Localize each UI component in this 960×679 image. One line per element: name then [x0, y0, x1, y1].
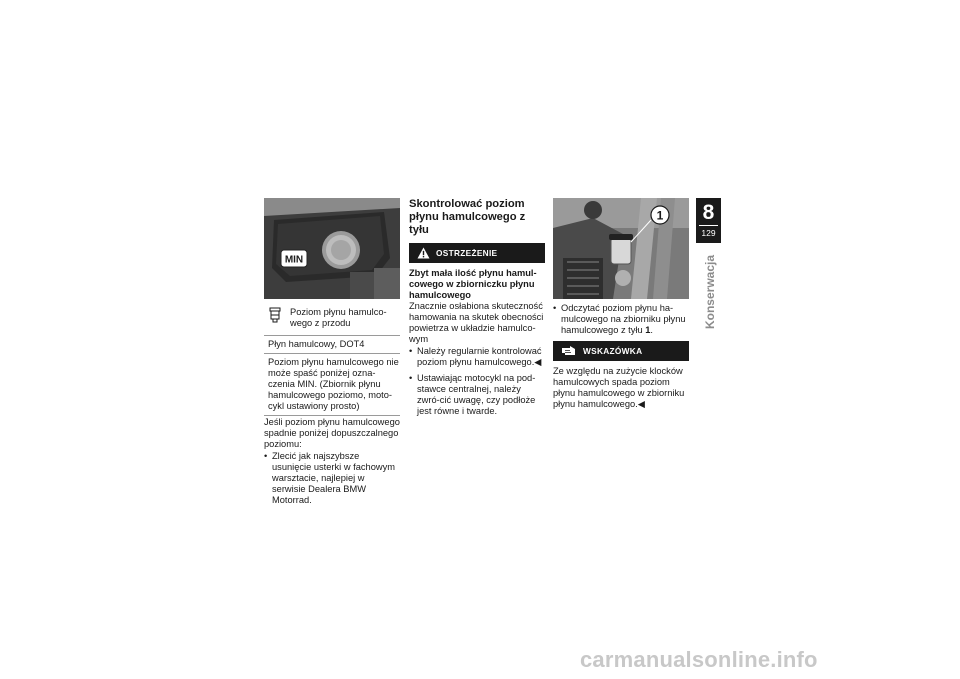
rear-reservoir-photo: [553, 198, 689, 299]
spec-fluid-type: Płyn hamulcowy, DOT4: [264, 336, 400, 354]
chapter-tab: [696, 198, 721, 243]
min-label: MIN: [284, 254, 304, 266]
chapter-number: 8: [702, 201, 715, 224]
hint-label: WSKAZÓWKA: [583, 346, 643, 356]
page-number: 129: [701, 228, 716, 238]
warning-banner: [409, 243, 545, 263]
left-column: [264, 198, 400, 511]
middle-bullet-list: [409, 346, 545, 417]
left-bullet-list: [264, 451, 400, 506]
hint-banner: [553, 341, 689, 361]
rear-reservoir-image: [553, 198, 689, 299]
front-reservoir-image: [264, 198, 400, 299]
right-bullet-list: [553, 303, 689, 336]
left-body-text: Jeśli poziom płynu hamulcowego spadnie poniżej dopuszczalnego poziomu:: [264, 417, 400, 449]
right-bullet-end: .: [650, 325, 653, 335]
hint-body: Ze względu na zużycie klocków hamulcowych spada poziom płynu hamulcowego w zbiorniku płynu hamulcowego.◀: [553, 366, 685, 409]
callout-number: 1: [656, 208, 664, 223]
watermark: carmanualsonline.info: [580, 647, 818, 672]
warning-label: OSTRZEŻENIE: [436, 248, 498, 258]
right-bullet-text: Odczytać poziom płynu ha-mulcowego na zbiorniku płynu hamulcowego z tyłu: [561, 303, 686, 335]
chapter-label: [703, 252, 717, 332]
section-heading: Skontrolować poziom płynu hamulcowego z tyłu: [409, 198, 526, 236]
brake-fluid-icon: [268, 307, 286, 329]
spec-title: Poziom płynu hamulco-wego z przodu: [290, 307, 387, 328]
left-bullet-item: • Zlecić jak najszybsze usunięcie usterki w fachowym warsztacie, najlepiej w serwisie Dealera BMW Motorrad.: [264, 451, 400, 506]
spec-box: [264, 299, 400, 416]
warning-title: Zbyt mała ilość płynu hamul-cowego w zbiorniczku płynu hamulcowego: [409, 268, 537, 300]
chapter-label-text: Konserwacja: [703, 254, 717, 330]
right-bullet-ref: 1: [645, 325, 651, 335]
middle-bullet-item: • Ustawiając motocykl na pod-stawce centralnej, należy zwró-cić uwagę, czy podłoże jest równe i twarde.: [409, 373, 545, 417]
chapter-divider: [699, 225, 718, 226]
spec-level-note: Poziom płynu hamulcowego nie może spaść poniżej ozna-czenia MIN. (Zbiornik płynu hamulcowego poziomo, moto-cykl ustawiony prosto): [268, 357, 399, 411]
spec-header-row: [264, 299, 400, 336]
warning-body: Znacznie osłabiona skuteczność hamowania na skutek obecności powietrza w układzie hamulco-wym: [409, 301, 544, 344]
middle-bullet-item: • Należy regularnie kontrolować poziom płynu hamulcowego.◀: [409, 346, 545, 368]
hint-hand-icon: [561, 345, 577, 357]
right-bullet-item: [553, 303, 689, 336]
warning-triangle-icon: [417, 247, 430, 259]
front-reservoir-photo: [264, 198, 400, 299]
middle-column: [409, 198, 545, 422]
right-column: [553, 198, 689, 410]
